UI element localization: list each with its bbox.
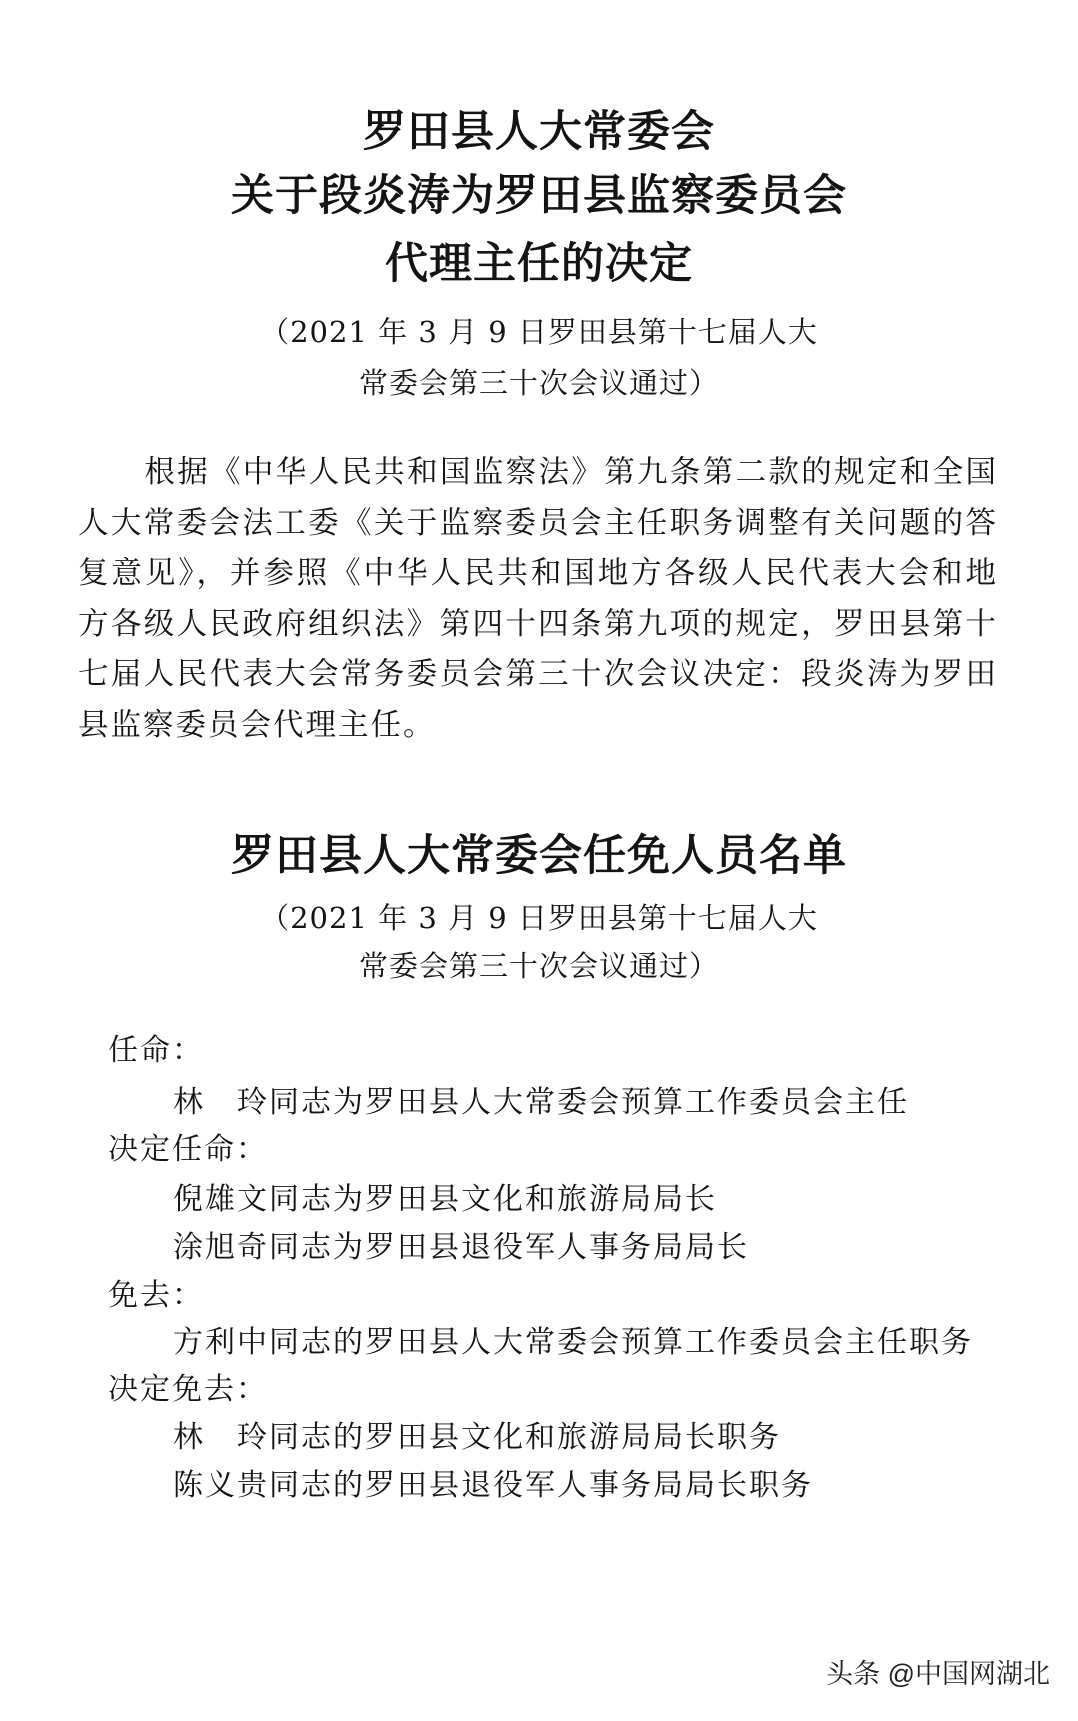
decision-body-paragraph (78, 448, 998, 751)
roster-subtitle-line-2: 常委会第三十次会议通过） (358, 949, 719, 983)
source-watermark: 头条 @中国网湖北 (826, 1659, 1050, 1689)
decision-title-line-1: 罗田县人大常委会 (363, 107, 715, 157)
decision-subtitle-line-2: 常委会第三十次会议通过） (358, 366, 719, 400)
roster-subtitle-line-1: （2021 年 3 月 9 日罗田县第十七届人大 (260, 901, 818, 935)
list-item: 涂旭奇同志为罗田县退役军人事务局局长 (173, 1230, 749, 1265)
section-heading-appoint: 任命： (108, 1033, 204, 1068)
decision-title-line-3: 代理主任的决定 (385, 239, 693, 289)
section-heading-remove: 免去： (108, 1278, 204, 1313)
section-heading-decide-remove: 决定免去： (108, 1372, 268, 1407)
section-heading-decide-appoint: 决定任命： (108, 1132, 268, 1167)
list-item: 林 玲同志的罗田县文化和旅游局局长职务 (173, 1420, 781, 1455)
list-item: 倪雄文同志为罗田县文化和旅游局局长 (173, 1182, 717, 1217)
decision-body-text: 根据《中华人民共和国监察法》第九条第二款的规定和全国人大常委会法工委《关于监察委员会主任职务调整有关问题的答复意见》，并参照《中华人民共和国地方各级人民代表大会和地方各级人民政府组织法》第四十四条第九项的规定，罗田县第十七届人民代表大会常务委员会第三十次会议决定：段炎涛为罗田县监察委员会代理主任。 (78, 455, 998, 743)
roster-title: 罗田县人大常委会任免人员名单 (231, 831, 847, 881)
list-item: 林 玲同志为罗田县人大常委会预算工作委员会主任 (173, 1085, 909, 1120)
decision-title-line-2: 关于段炎涛为罗田县监察委员会 (231, 171, 847, 221)
list-item: 方利中同志的罗田县人大常委会预算工作委员会主任职务 (173, 1325, 973, 1360)
list-item: 陈义贵同志的罗田县退役军人事务局局长职务 (173, 1468, 813, 1503)
decision-subtitle-line-1: （2021 年 3 月 9 日罗田县第十七届人大 (260, 315, 818, 349)
